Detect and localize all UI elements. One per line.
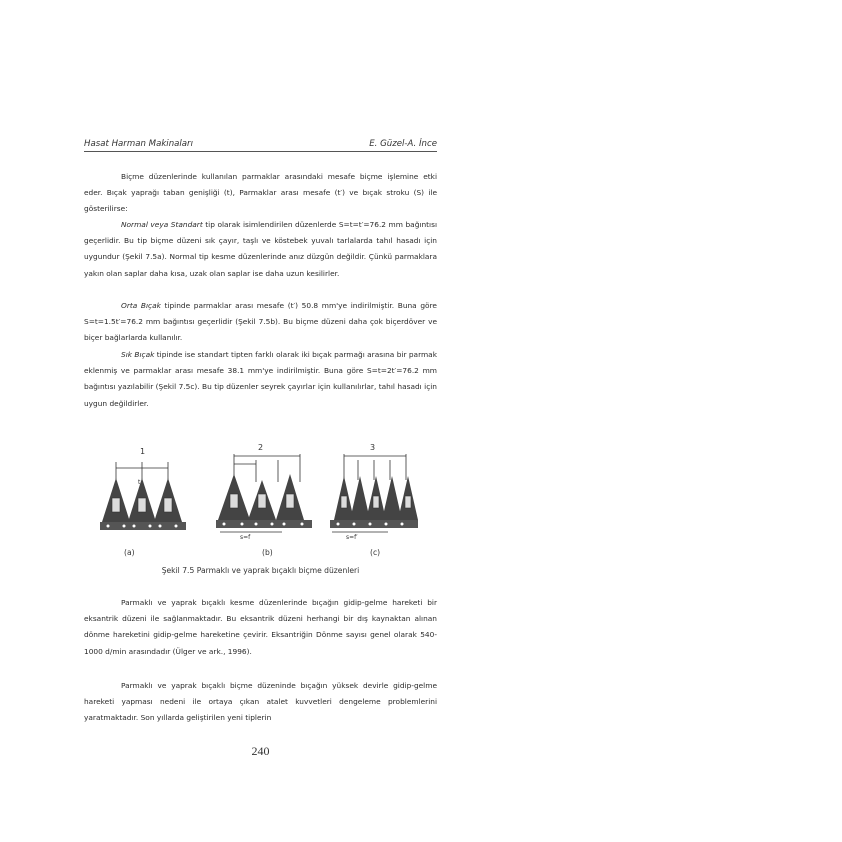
paragraph-intro-text: Biçme düzenlerinde kullanılan parmaklar arasındaki mesafe biçme işlemine etki eder. Bıçak yaprağı taban genişliği (t), Parmaklar arası mesafe (t′) ve bıçak stroku (S) ile gösterilirse: [84, 172, 437, 214]
header-rule [84, 151, 437, 152]
knife-sections-c [341, 496, 411, 508]
paragraph-middle-type [84, 298, 437, 347]
paragraph-inertia [84, 678, 437, 727]
paragraph-normal-type [84, 217, 437, 282]
term-normal-standart: Normal veya Standart [121, 220, 203, 229]
dimension-label-s-b: s=f [240, 534, 251, 540]
term-orta-bicak: Orta Bıçak [121, 301, 161, 310]
running-header-authors: E. Güzel-A. İnce [369, 139, 437, 149]
paragraph-dense-text: tipinde ise standart tipten farklı olarak iki bıçak parmağı arasına bir parmak eklenmiş ve parmaklar arası mesafe 38.1 mm'ye indirilmiştir. Buna göre S=t=2t′=76.2 mm bağıntısı yazılabilir (Şekil 7.5c). Bu tip düzenler seyrek çayırlar için kullanılırlar, tahıl hasadı için uygun değildirler. [84, 350, 437, 408]
page-number: 240 [251, 744, 270, 758]
figure-panel-c [328, 440, 420, 540]
paragraph-eccentric-text: Parmaklı ve yaprak bıçaklı kesme düzenlerinde bıçağın gidip-gelme hareketi bir eksantrik düzeni ile sağlanmaktadır. Bu eksantrik düzeni herhangi bir dış kaynaktan alınan dönme hareketini gidip-gelme hareketine çevirir. Eksantriğin Dönme sayısı genel olarak 540-1000 d/min arasındadır (Ülger ve ark., 1996). [84, 598, 437, 656]
cutter-bar-c [330, 520, 418, 528]
dimension-label-s-c: s=f′ [346, 534, 358, 540]
panel-number-1: 1 [140, 447, 146, 456]
dimension-label-t-a: t [138, 479, 141, 486]
figure-panel-a [98, 440, 190, 540]
figure-panel-b [210, 440, 320, 540]
paragraph-intro [84, 169, 437, 218]
paragraph-normal-text: tip olarak isimlendirilen düzenlerde S=t=t′=76.2 mm bağıntısı geçerlidir. Bu tip biçme düzeni sık çayır, taşlı ve köstebek yuvalı tarlalarda tahıl hasadı için uygundur (Şekil 7.5a). Normal tip kesme düzenlerinde anız düzgün değildir. Çünkü parmaklara yakın olan saplar daha kısa, uzak olan saplar ise daha uzun kesilirler. [84, 220, 437, 278]
panel-number-3: 3 [370, 443, 376, 452]
paragraph-middle-text: tipinde parmaklar arası mesafe (t′) 50.8 mm'ye indirilmiştir. Buna göre S=t=1.5t′=76.2 mm bağıntısı geçerlidir (Şekil 7.5b). Bu biçme düzeni daha çok biçerdöver ve biçer bağlarlarda kullanılır. [84, 301, 437, 343]
sublabel-a: (a) [124, 548, 135, 557]
panel-number-2: 2 [258, 443, 264, 452]
sublabel-c: (c) [370, 548, 381, 557]
cutter-bar-a [100, 522, 186, 530]
paragraph-eccentric [84, 595, 437, 660]
paragraph-inertia-text: Parmaklı ve yaprak bıçaklı biçme düzeninde bıçağın yüksek devirle gidip-gelme hareketi yapması nedeni ile ortaya çıkan atalet kuvvetleri dengeleme problemlerini yaratmaktadır. Son yıllarda geliştirilen yeni tiplerin [84, 681, 437, 723]
sublabel-b: (b) [262, 548, 273, 557]
paragraph-dense-type [84, 347, 437, 412]
figure-caption: Şekil 7.5 Parmaklı ve yaprak bıçaklı biçme düzenleri [161, 566, 360, 575]
cutter-bar-b [216, 520, 312, 528]
term-sik-bicak: Sık Bıçak [121, 350, 155, 359]
running-header-title: Hasat Harman Makinaları [84, 139, 193, 149]
